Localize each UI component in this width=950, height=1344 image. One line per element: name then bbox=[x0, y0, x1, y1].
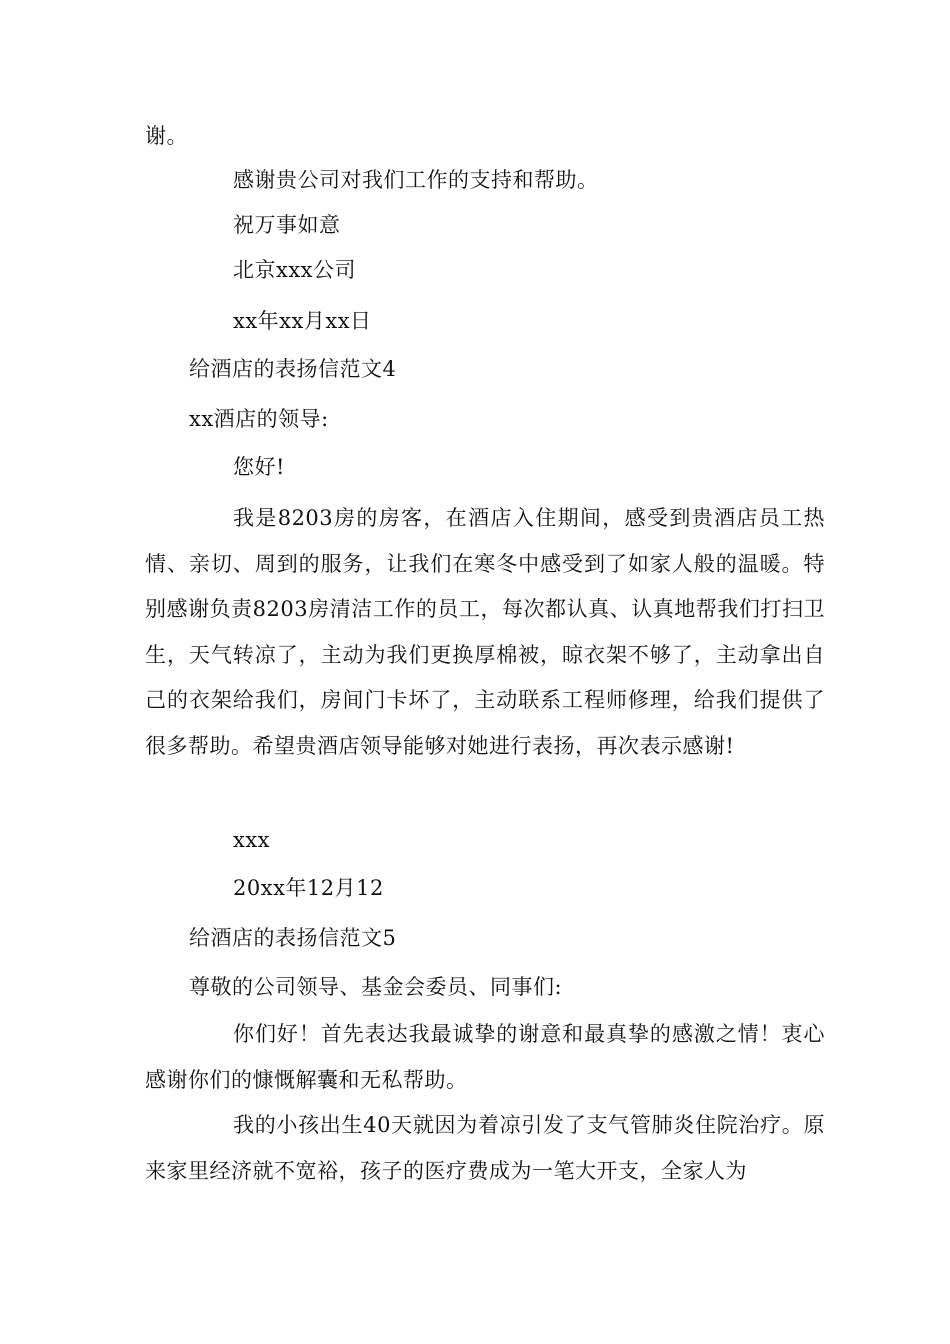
signature-name-4: xxx bbox=[233, 828, 271, 852]
section-heading-4: 给酒店的表扬信范文4 bbox=[189, 357, 397, 381]
signature-company: 北京xxx公司 bbox=[233, 258, 357, 282]
letter-5-paragraph-1: 你们好！首先表达我最诚挚的谢意和最真挚的感激之情！衷心感谢你们的慷慨解囊和无私帮助。 bbox=[145, 1022, 825, 1092]
letter-4-body: 我是8203房的房客，在酒店入住期间，感受到贵酒店员工热情、亲切、周到的服务，让我们在寒冬中感受到了如家人般的温暖。特别感谢负责8203房清洁工作的员工，每次都认真、认真地帮我们打扫卫生，天气转凉了，主动为我们更换厚棉被，晾衣架不够了，主动拿出自己的衣架给我们，房间门卡坏了，主动联系工程师修理，给我们提供了很多帮助。希望贵酒店领导能够对她进行表扬，再次表示感谢! bbox=[145, 506, 825, 758]
signature-date-4: 20xx年12月12 bbox=[233, 876, 384, 900]
greeting-4: 您好! bbox=[233, 455, 285, 479]
salutation-4: xx酒店的领导: bbox=[189, 407, 329, 431]
letter-5-paragraph-2: 我的小孩出生40天就因为着凉引发了支气管肺炎住院治疗。原来家里经济就不宽裕，孩子的医疗费成为一笔大开支，全家人为 bbox=[145, 1113, 825, 1183]
thanks-support-text: 感谢贵公司对我们工作的支持和帮助。 bbox=[233, 168, 599, 192]
thanks-tail-text: 谢。 bbox=[145, 124, 188, 148]
salutation-5: 尊敬的公司领导、基金会委员、同事们: bbox=[189, 975, 563, 999]
section-heading-5: 给酒店的表扬信范文5 bbox=[189, 926, 397, 950]
closing-wish: 祝万事如意 bbox=[233, 213, 341, 237]
signature-date: xx年xx月xx日 bbox=[233, 309, 372, 333]
